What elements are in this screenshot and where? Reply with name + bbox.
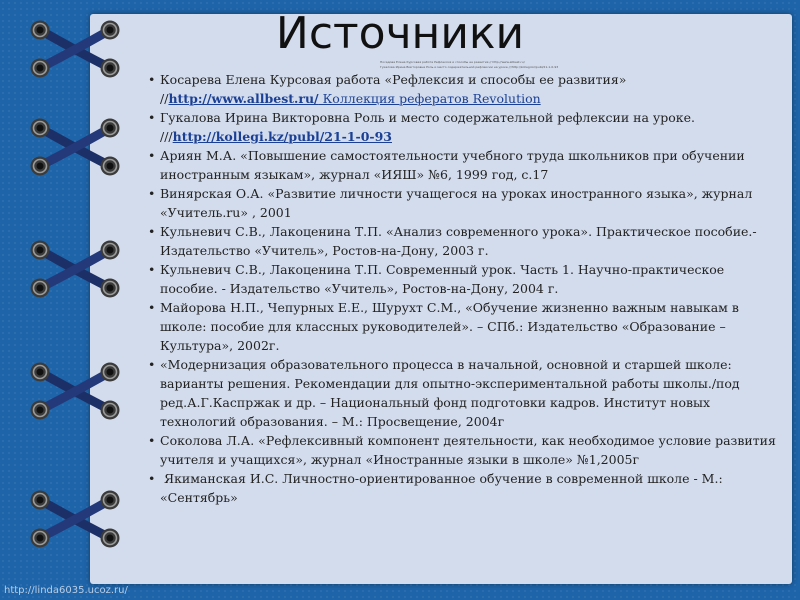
source-item-10: • Якиманская И.С. Личностно-ориентированное обучение в современной школе - М.: «Сентябрь» — [148, 471, 723, 505]
source-link-2[interactable]: http://kollegi.kz/publ/21-1-0-93 — [172, 129, 393, 144]
source-item-6: • Кульневич С.В., Лакоценина Т.П. Современный урок. Часть 1. Научно-практическое пособие. - Издательство «Учитель», Ростов-на-Дону, 2004 г. — [148, 262, 725, 296]
small-note-2: Гукалова Ирина Викторовна Роль и место содержательной рефлексии на уроке ///http://kollegi.kz/publ/21-1-0-93 — [380, 65, 559, 69]
lacing-decoration — [0, 0, 150, 600]
site-url: http://linda6035.ucoz.ru/ — [4, 585, 128, 596]
lace-cross-4 — [31, 363, 120, 420]
source-item-2: • Гукалова Ирина Викторовна Роль и место содержательной рефлексии на уроке. ///http://kollegi.kz/publ/21-1-0-93 — [148, 110, 695, 144]
source-item-1: • Косарева Елена Курсовая работа «Рефлексия и способы ее развития» //http://www.allbest.ru/ Коллекция рефератов Revolution — [148, 72, 627, 106]
source-item-3: • Ариян М.А. «Повышение самостоятельности учебного труда школьников при обучении иностранным языкам», журнал «ИЯШ» №6, 1999 год, с.17 — [148, 148, 745, 182]
source-link-1[interactable]: http://www.allbest.ru/ — [168, 91, 319, 106]
page-title: Источники — [275, 8, 525, 59]
small-note-1: Посадова Елена Курсовая работа Рефлексия и способы ее развития // http://www.allbest.ru/ — [380, 60, 525, 64]
sources-list — [148, 70, 778, 507]
lace-cross-2 — [31, 119, 120, 176]
collection-link[interactable]: Коллекция рефератов Revolution — [318, 91, 541, 106]
source-item-7: • Майорова Н.П., Чепурных Е.Е., Шурухт С.М., «Обучение жизненно важным навыкам в школе: пособие для классных руководителей». – СПб.: Издательство «Образование – Культура», 2002г. — [148, 300, 739, 353]
lace-cross-3 — [31, 241, 120, 298]
lace-cross-5 — [31, 491, 120, 548]
source-item-8: • «Модернизация образовательного процесса в начальной, основной и старшей школе: варианты решения. Рекомендации для опытно-экспериментальной работы школы./под ред.А.Г.Каспржак и др. – Национальный фонд подготовки кадров. Институт новых технологий образования. – М.: Просвещение, 2004г — [148, 357, 740, 429]
source-item-4: • Винярская О.А. «Развитие личности учащегося на уроках иностранного языка», журнал «Учитель.ru» , 2001 — [148, 186, 753, 220]
source-item-5: • Кульневич С.В., Лакоценина Т.П. «Анализ современного урока». Практическое пособие.- Издательство «Учитель», Ростов-на-Дону, 2003 г. — [148, 224, 757, 258]
source-item-9: • Соколова Л.А. «Рефлексивный компонент деятельности, как необходимое условие развития учителя и учащихся», журнал «Иностранные языки в школе» №1,2005г — [148, 433, 776, 467]
